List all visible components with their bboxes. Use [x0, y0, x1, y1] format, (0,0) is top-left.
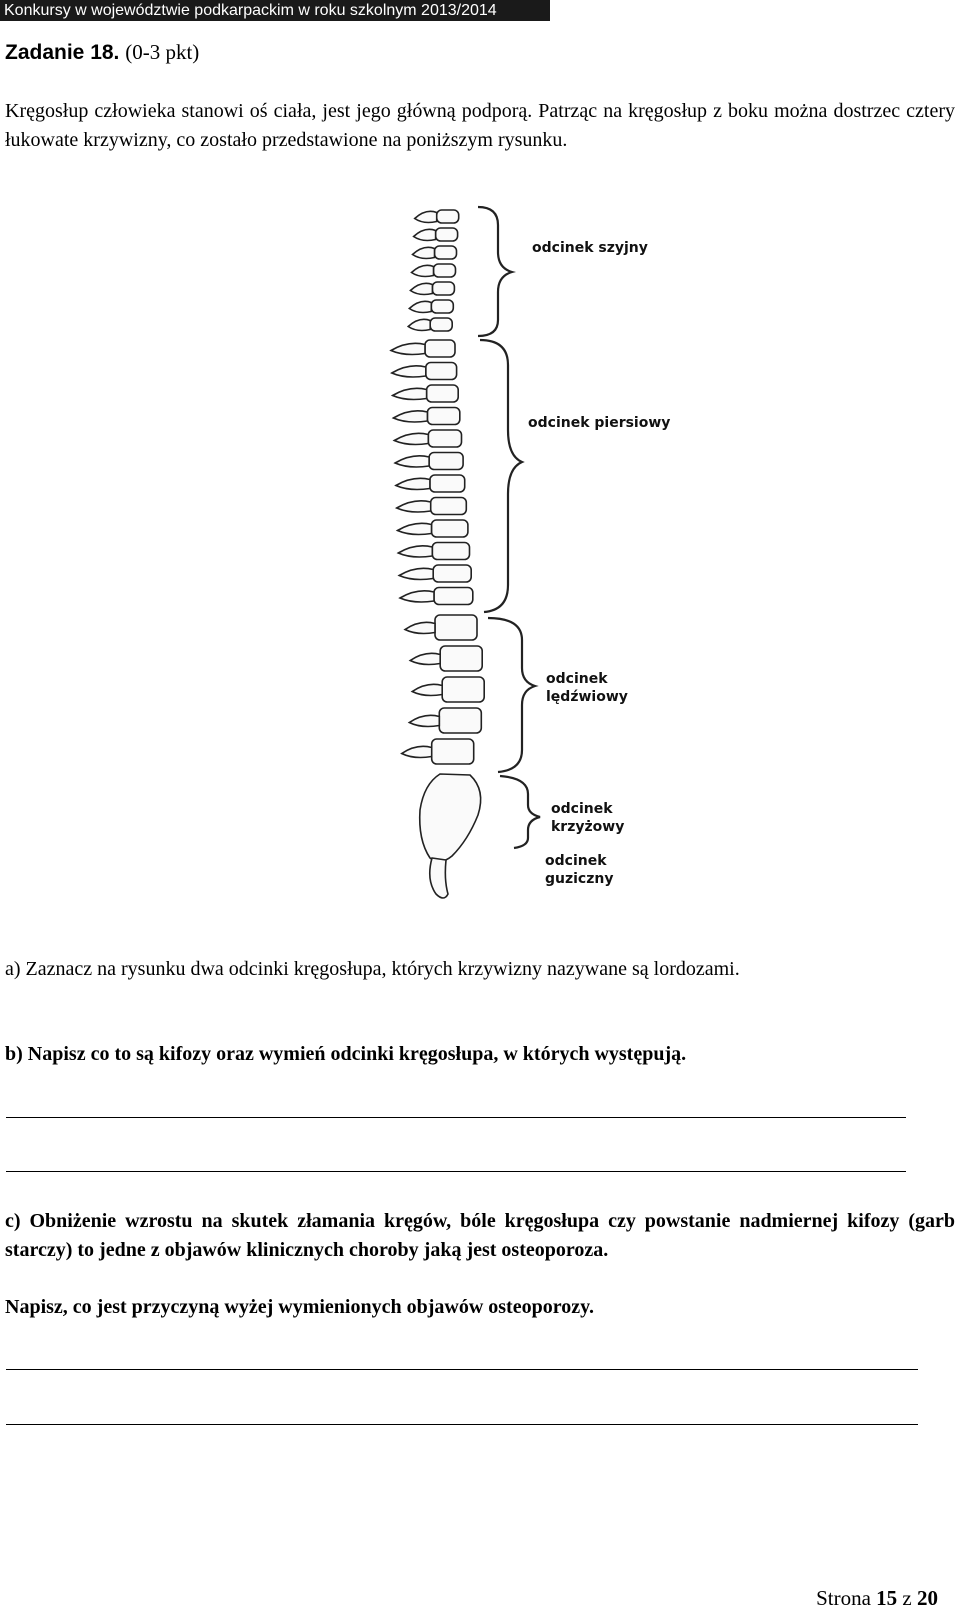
question-b: b) Napisz co to są kifozy oraz wymień odcinki kręgosłupa, w których występują. — [5, 1043, 687, 1065]
vertebra-process — [391, 343, 425, 354]
footer-total-pages: 20 — [917, 1586, 938, 1610]
vertebra — [432, 543, 469, 560]
vertebra-process — [397, 501, 431, 512]
vertebra — [425, 340, 455, 357]
vertebra-process — [405, 622, 435, 633]
vertebra — [432, 282, 454, 295]
brace-sacral — [500, 776, 540, 848]
footer-of: z — [902, 1586, 912, 1610]
footer-prefix: Strona — [816, 1586, 871, 1610]
question-c: c) Obniżenie wzrostu na skutek złamania kręgów, bóle kręgosłupa czy powstanie nadmiernej kifozy (garb starczy) to jedne z objawów klinicznych choroby jaką jest osteoporoza. — [5, 1210, 955, 1261]
vertebra-process — [400, 591, 434, 602]
vertebra — [435, 615, 477, 640]
answer-line-c-2[interactable] — [6, 1424, 918, 1425]
question-a: a) Zaznacz na rysunku dwa odcinki kręgosłupa, których krzywizny nazywane są lordozami. — [5, 958, 740, 980]
label-cervical: odcinek szyjny — [532, 240, 648, 256]
vertebra — [436, 228, 458, 241]
vertebra — [439, 708, 481, 733]
vertebra — [428, 430, 461, 447]
label-thoracic: odcinek piersiowy — [528, 415, 671, 431]
vertebra-process — [394, 433, 428, 444]
vertebra-process — [413, 247, 435, 258]
label-coccyx-1: odcinek — [545, 853, 607, 869]
task-number: Zadanie 18. — [5, 41, 120, 64]
vertebra — [442, 677, 484, 702]
vertebra — [432, 739, 474, 764]
vertebra — [431, 300, 453, 313]
vertebra-process — [408, 319, 430, 330]
vertebra-process — [398, 546, 432, 557]
vertebra — [430, 475, 465, 492]
vertebra — [429, 453, 463, 470]
section-braces — [478, 207, 540, 848]
vertebra-process — [412, 684, 442, 695]
spine-figure — [0, 190, 960, 910]
answer-line-b-1[interactable] — [6, 1117, 906, 1118]
label-sacral-1: odcinek — [551, 801, 613, 817]
vertebra-process — [409, 715, 439, 726]
label-coccyx-2: guziczny — [545, 871, 614, 887]
vertebra-process — [410, 283, 432, 294]
vertebra — [431, 498, 467, 515]
vertebra-process — [412, 265, 434, 276]
vertebra-process — [415, 211, 437, 222]
brace-lumbar — [488, 618, 535, 772]
vertebra-process — [402, 746, 432, 757]
label-sacral-2: krzyżowy — [551, 819, 625, 835]
question-c-task: Napisz, co jest przyczyną wyżej wymienionych objawów osteoporozy. — [5, 1296, 594, 1318]
vertebra — [440, 646, 482, 671]
vertebra-process — [395, 456, 429, 467]
vertebra — [426, 363, 457, 380]
label-lumbar-1: odcinek — [546, 671, 608, 687]
vertebra — [434, 264, 456, 277]
spine-illustration — [391, 210, 484, 898]
footer-page-number: 15 — [876, 1586, 898, 1610]
vertebra — [432, 520, 468, 537]
intro-paragraph: Kręgosłup człowieka stanowi oś ciała, jest jego główną podporą. Patrząc na kręgosłup z boku można dostrzec cztery łukowate krzywizny, co zostało przedstawione na poniższym rysunku. — [5, 100, 955, 151]
answer-line-b-2[interactable] — [6, 1171, 906, 1172]
vertebra — [434, 588, 473, 605]
vertebra — [437, 210, 459, 223]
vertebra — [433, 565, 471, 582]
vertebra-process — [414, 229, 436, 240]
vertebra-process — [393, 388, 427, 399]
coccyx — [430, 858, 448, 898]
vertebra — [427, 408, 459, 425]
vertebra-process — [409, 301, 431, 312]
label-lumbar-2: lędźwiowy — [546, 689, 628, 705]
task-title — [5, 40, 199, 65]
vertebra-process — [392, 366, 426, 377]
vertebra-process — [410, 653, 440, 664]
sacrum — [420, 774, 481, 862]
vertebra-process — [399, 568, 433, 579]
task-points: (0-3 pkt) — [125, 40, 200, 64]
vertebra-process — [398, 523, 432, 534]
brace-thoracic — [480, 340, 522, 612]
vertebra — [430, 318, 452, 331]
document-header: Konkursy w województwie podkarpackim w roku szkolnym 2013/2014 — [0, 0, 550, 21]
page-footer — [816, 1586, 938, 1611]
vertebra — [427, 385, 459, 402]
vertebra-process — [396, 478, 430, 489]
vertebra — [435, 246, 457, 259]
brace-cervical — [478, 207, 512, 336]
answer-line-c-1[interactable] — [6, 1369, 918, 1370]
vertebra-process — [393, 411, 427, 422]
